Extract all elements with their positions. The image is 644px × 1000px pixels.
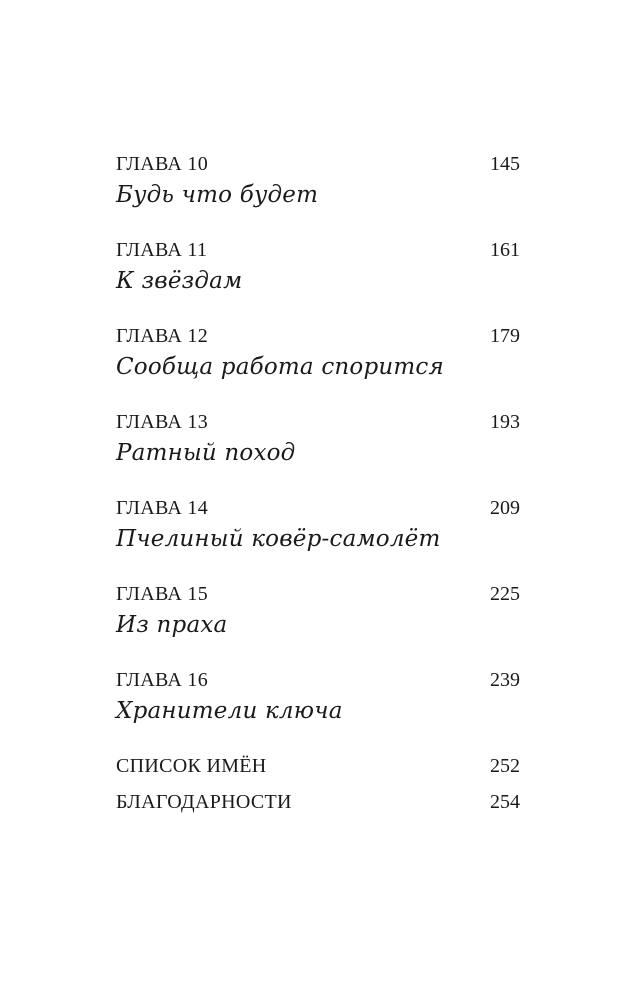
table-of-contents — [116, 152, 520, 826]
toc-entry-chapter-15[interactable] — [116, 582, 520, 668]
chapter-number: ГЛАВА 14 — [116, 497, 208, 519]
page-number: 225 — [490, 583, 520, 605]
chapter-number: ГЛАВА 15 — [116, 583, 208, 605]
chapter-title: Хранители ключа — [116, 698, 343, 724]
chapter-title: Будь что будет — [116, 182, 319, 208]
page-number: 209 — [490, 497, 520, 519]
page-number: 254 — [490, 791, 520, 813]
chapter-number: ГЛАВА 13 — [116, 411, 208, 433]
page-number: 252 — [490, 755, 520, 777]
toc-entry-chapter-16[interactable] — [116, 668, 520, 754]
toc-entry-acknowledgements[interactable] — [116, 790, 520, 826]
chapter-title: Из праха — [116, 612, 228, 638]
page-number: 193 — [490, 411, 520, 433]
chapter-title: Пчелиный ковёр-самолёт — [116, 526, 441, 552]
toc-entry-chapter-14[interactable] — [116, 496, 520, 582]
chapter-number: ГЛАВА 16 — [116, 669, 208, 691]
chapter-number: ГЛАВА 10 — [116, 153, 208, 175]
chapter-number: ГЛАВА 12 — [116, 325, 208, 347]
chapter-title: К звёздам — [116, 268, 243, 294]
chapter-number: ГЛАВА 11 — [116, 239, 208, 261]
page-number: 161 — [490, 239, 520, 261]
toc-entry-names-list[interactable] — [116, 754, 520, 790]
chapter-title: Сообща работа спорится — [116, 354, 444, 380]
page-number: 145 — [490, 153, 520, 175]
chapter-title: Ратный поход — [116, 440, 296, 466]
toc-entry-chapter-13[interactable] — [116, 410, 520, 496]
toc-entry-chapter-10[interactable] — [116, 152, 520, 238]
page-number: 239 — [490, 669, 520, 691]
section-title: БЛАГОДАРНОСТИ — [116, 791, 292, 813]
page-number: 179 — [490, 325, 520, 347]
toc-entry-chapter-11[interactable] — [116, 238, 520, 324]
section-title: СПИСОК ИМЁН — [116, 755, 267, 777]
toc-entry-chapter-12[interactable] — [116, 324, 520, 410]
